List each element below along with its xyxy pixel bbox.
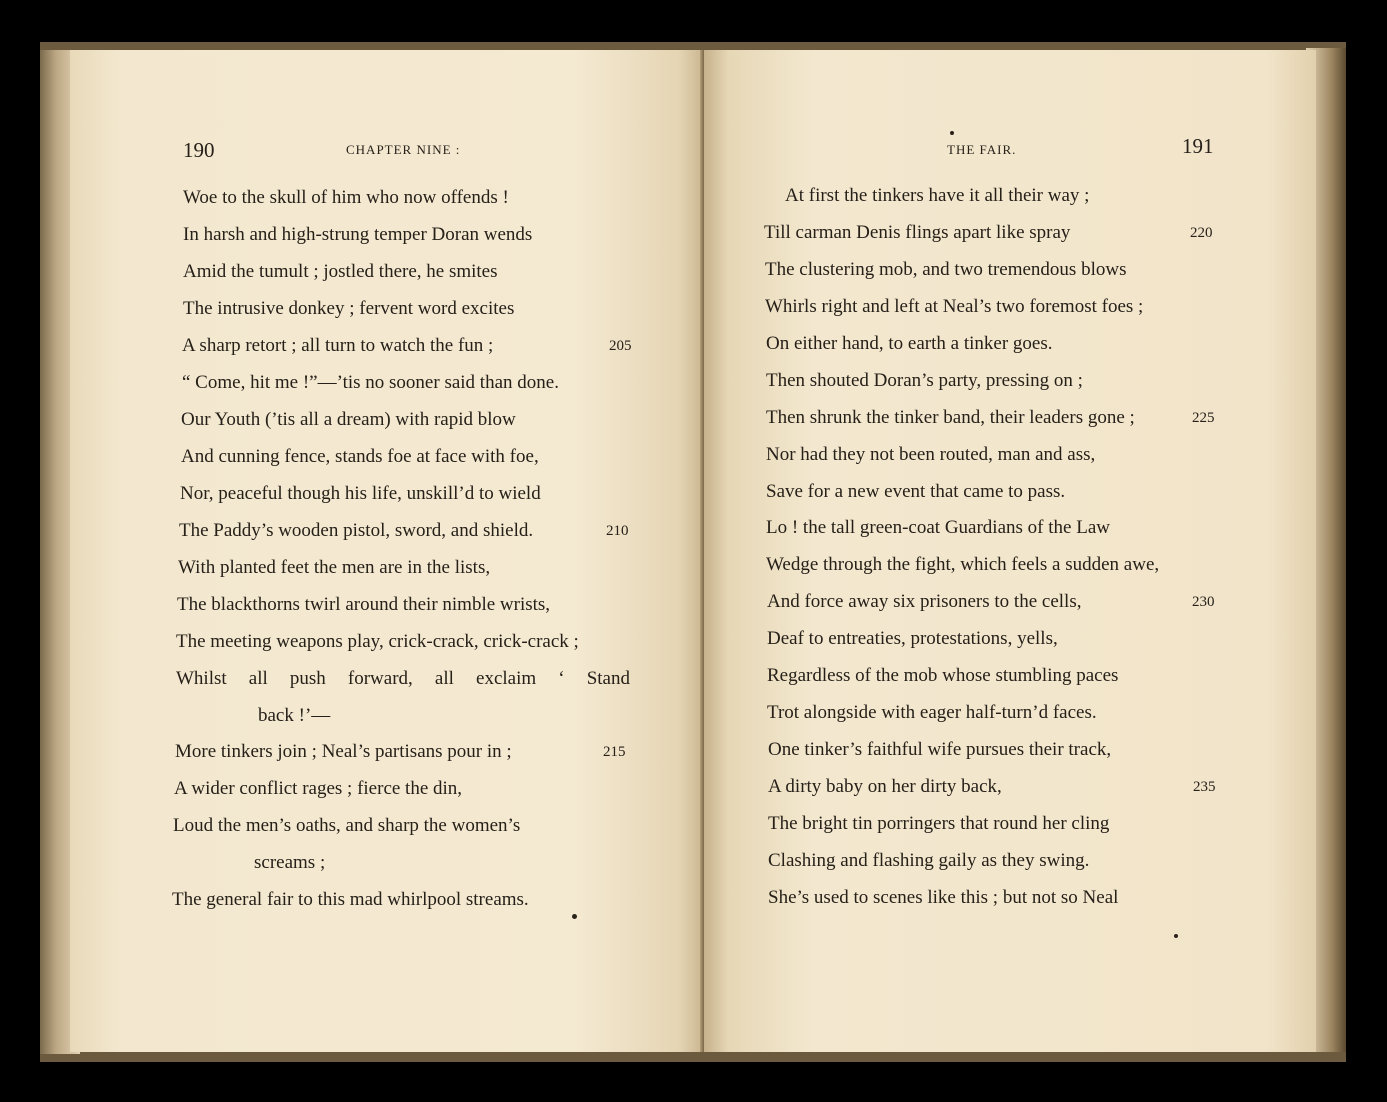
- line-number: 225: [1192, 410, 1215, 426]
- verse-line: Nor had they not been routed, man and ass,: [766, 444, 1096, 465]
- verse-line: A dirty baby on her dirty back,: [768, 776, 1002, 797]
- ink-speck: [950, 131, 954, 135]
- left-page: [70, 50, 704, 1052]
- running-head: CHAPTER NINE :: [346, 142, 461, 157]
- line-number: 215: [603, 744, 626, 760]
- verse-line: A wider conflict rages ; fierce the din,: [174, 778, 463, 799]
- ink-speck: [572, 914, 577, 919]
- verse-line: Then shouted Doran’s party, pressing on ;: [766, 370, 1083, 391]
- verse-line: Our Youth (’tis all a dream) with rapid blow: [181, 409, 516, 430]
- verse-line: Woe to the skull of him who now offends !: [183, 187, 509, 208]
- open-book: [40, 42, 1346, 1062]
- verse-line: The Paddy’s wooden pistol, sword, and shield.: [179, 520, 534, 541]
- verse-word: Stand: [586, 668, 630, 689]
- line-number: 220: [1190, 225, 1213, 241]
- ink-speck: [1174, 934, 1178, 938]
- line-number: 235: [1193, 779, 1216, 795]
- verse-word: exclaim: [476, 668, 537, 689]
- page-number: 191: [1182, 134, 1214, 158]
- verse-line: And cunning fence, stands foe at face with foe,: [181, 446, 539, 467]
- verse-line-continuation: screams ;: [254, 852, 326, 873]
- verse-line: At first the tinkers have it all their way ;: [785, 185, 1090, 206]
- verse-line: The general fair to this mad whirlpool streams.: [172, 889, 529, 910]
- verse-line: Deaf to entreaties, protestations, yells,: [767, 628, 1058, 649]
- line-number: 205: [609, 338, 632, 354]
- verse-line: She’s used to scenes like this ; but not so Neal: [768, 887, 1119, 908]
- verse-line: Till carman Denis flings apart like spray: [764, 222, 1071, 243]
- verse-line: Save for a new event that came to pass.: [766, 481, 1066, 502]
- verse-line: Regardless of the mob whose stumbling paces: [767, 665, 1119, 686]
- verse-line-continuation: back !’—: [258, 705, 331, 726]
- verse-line: The bright tin porringers that round her cling: [768, 813, 1110, 834]
- verse-line: A sharp retort ; all turn to watch the fun ;: [182, 335, 494, 356]
- verse-line: Trot alongside with eager half-turn’d faces.: [767, 702, 1097, 723]
- verse-line: More tinkers join ; Neal’s partisans pour in ;: [175, 741, 512, 762]
- verse-line: The clustering mob, and two tremendous blows: [765, 259, 1127, 280]
- verse-line: One tinker’s faithful wife pursues their track,: [768, 739, 1112, 760]
- verse-line: “ Come, hit me !”—’tis no sooner said than done.: [182, 372, 559, 393]
- verse-line: With planted feet the men are in the lists,: [178, 557, 491, 578]
- verse-line: The meeting weapons play, crick-crack, crick-crack ;: [176, 631, 579, 652]
- verse-word: all: [434, 668, 454, 689]
- right-page: [704, 50, 1316, 1052]
- verse-word: forward,: [347, 668, 413, 689]
- line-number: 230: [1192, 594, 1215, 610]
- verse-line: Amid the tumult ; jostled there, he smites: [183, 261, 498, 282]
- line-number: 210: [606, 523, 629, 539]
- verse-line: Loud the men’s oaths, and sharp the women’s: [173, 815, 521, 836]
- verse-line: The intrusive donkey ; fervent word excites: [183, 298, 515, 319]
- running-head: THE FAIR.: [947, 142, 1017, 157]
- verse-line: On either hand, to earth a tinker goes.: [766, 333, 1053, 354]
- verse-word: Whilst: [176, 668, 227, 689]
- verse-line: Wedge through the fight, which feels a sudden awe,: [766, 554, 1160, 575]
- verse-word: ‘: [558, 668, 565, 689]
- verse-word: all: [248, 668, 268, 689]
- verse-line: In harsh and high-strung temper Doran wends: [183, 224, 533, 245]
- verse-line: The blackthorns twirl around their nimble wrists,: [177, 594, 551, 615]
- verse-word: push: [289, 668, 326, 689]
- verse-line: Clashing and flashing gaily as they swing.: [768, 850, 1090, 871]
- page-number: 190: [183, 138, 215, 162]
- verse-line: And force away six prisoners to the cells,: [767, 591, 1082, 612]
- verse-line: Whirls right and left at Neal’s two foremost foes ;: [765, 296, 1144, 317]
- verse-line: Lo ! the tall green-coat Guardians of the Law: [766, 517, 1110, 538]
- verse-line: Nor, peaceful though his life, unskill’d to wield: [180, 483, 541, 504]
- verse-line: [176, 667, 630, 691]
- verse-line: Then shrunk the tinker band, their leaders gone ;: [766, 407, 1135, 428]
